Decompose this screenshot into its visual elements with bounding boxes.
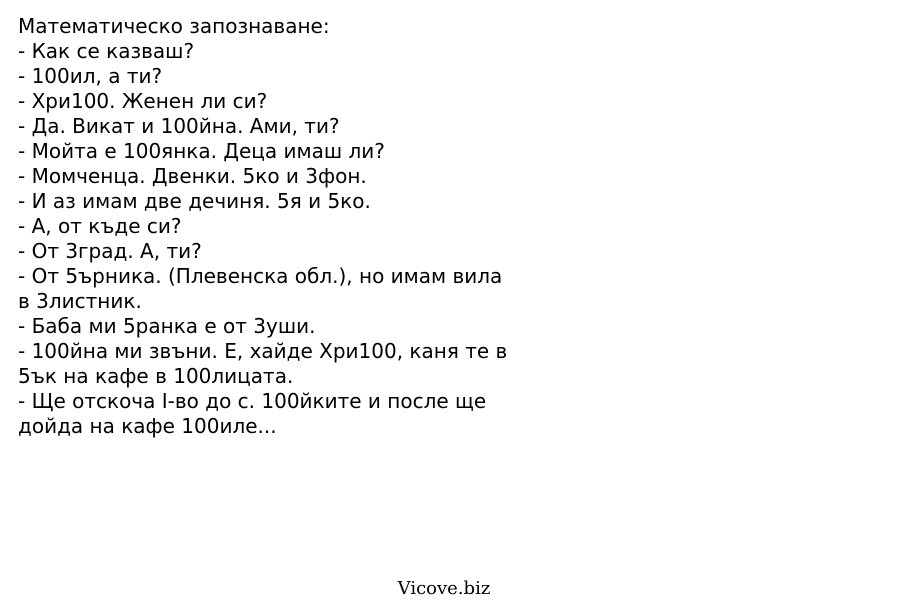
joke-line: - Хри100. Женен ли си? [18, 89, 268, 113]
joke-line: - Мойта е 100янка. Деца имаш ли? [18, 139, 385, 163]
joke-text [18, 14, 578, 439]
joke-title: Математическо запознаване: [18, 14, 330, 38]
joke-line: - Как се казваш? [18, 39, 195, 63]
joke-line: - Да. Викат и 100йна. Ами, ти? [18, 114, 340, 138]
joke-line: дойда на кафе 100иле... [18, 414, 277, 438]
joke-line: - Ще отскоча I-во до с. 100йките и после ще [18, 389, 487, 413]
joke-line: - 100йна ми звъни. Е, хайде Хри100, каня те в [18, 339, 508, 363]
joke-line: - Момченца. Двенки. 5ко и 3фон. [18, 164, 367, 188]
joke-line: в 3листник. [18, 289, 142, 313]
joke-line: - А, от къде си? [18, 214, 182, 238]
joke-line: - И аз имам две дечиня. 5я и 5ко. [18, 189, 371, 213]
joke-line: - Баба ми 5ранка е от 3уши. [18, 314, 316, 338]
joke-line: 5ък на кафе в 100лицата. [18, 364, 294, 388]
joke-line: - От 5ърника. (Плевенска обл.), но имам вила [18, 264, 503, 288]
site-watermark: Vicove.biz [397, 578, 491, 599]
joke-line: - 100ил, а ти? [18, 64, 163, 88]
joke-line: - От 3град. А, ти? [18, 239, 202, 263]
